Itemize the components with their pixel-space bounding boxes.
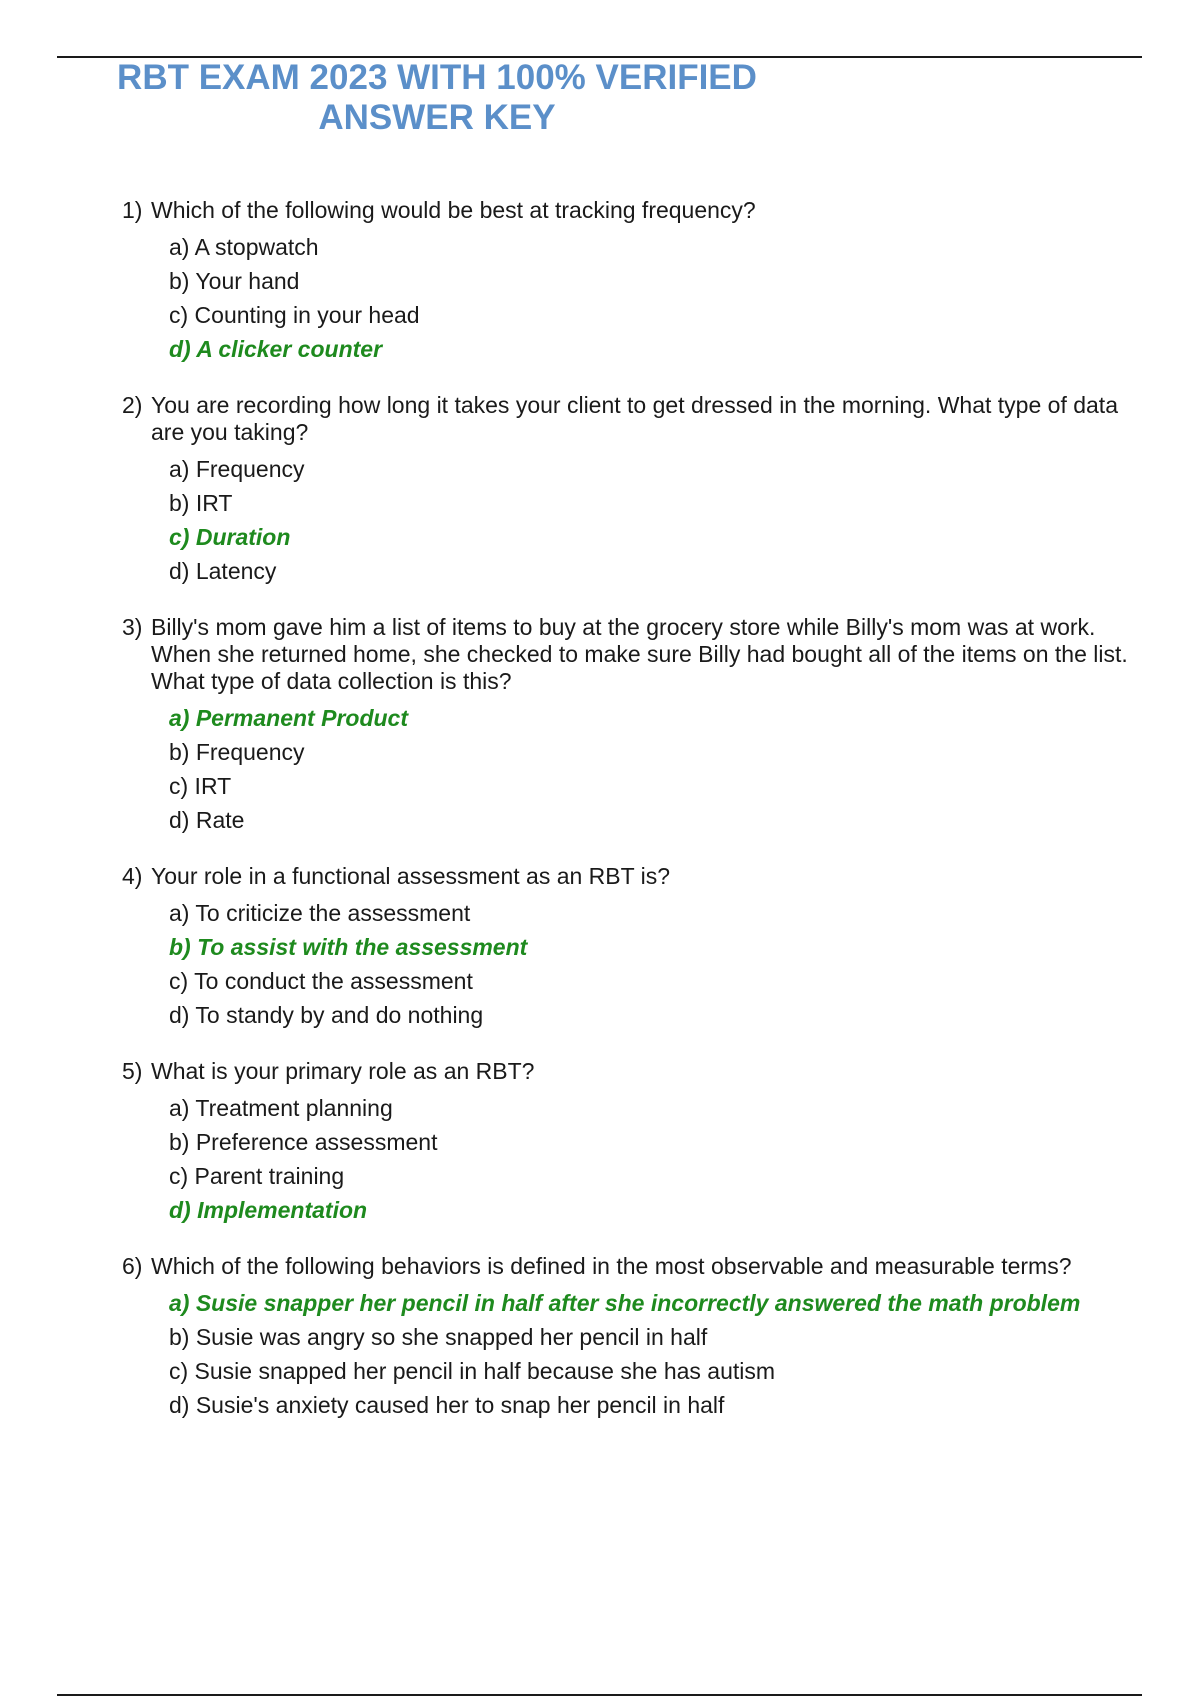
question-text: [122, 1253, 1142, 1280]
question-prompt: Your role in a functional assessment as an RBT is?: [151, 863, 671, 889]
answer-option: a) Treatment planning: [169, 1095, 393, 1121]
question-text: [122, 197, 1142, 224]
title-line-2: ANSWER KEY: [318, 98, 556, 137]
answer-option: b) Frequency: [169, 739, 305, 765]
question-prompt: You are recording how long it takes your client to get dressed in the morning. What type of data are you taking?: [151, 392, 1118, 445]
answer-option: d) Rate: [169, 807, 245, 833]
answer-option: b) Preference assessment: [169, 1129, 438, 1155]
answer-option: a) Frequency: [169, 456, 305, 482]
answer-options: [169, 1286, 1142, 1422]
question-text: [122, 614, 1142, 695]
question-prompt: Billy's mom gave him a list of items to buy at the grocery store while Billy's mom was at work. When she returned home, she checked to make sure Billy had bought all of the items on the list. What type of data collection is this?: [151, 614, 1128, 694]
question-4: [122, 863, 1142, 1032]
correct-answer-option: a) Permanent Product: [169, 705, 408, 731]
question-6: [122, 1253, 1142, 1422]
answer-option: d) Latency: [169, 558, 277, 584]
question-1: [122, 197, 1142, 366]
answer-option: c) Parent training: [169, 1163, 345, 1189]
answer-option: a) To criticize the assessment: [169, 900, 471, 926]
question-prompt: Which of the following would be best at tracking frequency?: [151, 197, 756, 223]
document-title: [107, 58, 767, 138]
question-number: 5): [122, 1058, 143, 1084]
question-2: [122, 392, 1142, 588]
question-number: 4): [122, 863, 143, 889]
bottom-rule: [57, 1694, 1142, 1696]
answer-options: [169, 1091, 1142, 1227]
question-text: [122, 392, 1142, 446]
answer-option: d) To standy by and do nothing: [169, 1002, 484, 1028]
answer-options: [169, 230, 1142, 366]
question-prompt: Which of the following behaviors is defined in the most observable and measurable terms?: [151, 1253, 1072, 1279]
question-number: 1): [122, 197, 143, 223]
answer-options: [169, 452, 1142, 588]
correct-answer-option: d) Implementation: [169, 1197, 368, 1223]
answer-option: b) Your hand: [169, 268, 300, 294]
question-number: 2): [122, 392, 143, 418]
answer-option: b) Susie was angry so she snapped her pencil in half: [169, 1324, 708, 1350]
question-5: [122, 1058, 1142, 1227]
title-line-1: RBT EXAM 2023 WITH 100% VERIFIED: [117, 58, 757, 97]
answer-options: [169, 896, 1142, 1032]
question-list: [122, 197, 1142, 1448]
answer-option: c) IRT: [169, 773, 232, 799]
correct-answer-option: a) Susie snapper her pencil in half after she incorrectly answered the math problem: [169, 1290, 1081, 1316]
correct-answer-option: b) To assist with the assessment: [169, 934, 528, 960]
question-text: [122, 863, 1142, 890]
answer-options: [169, 701, 1142, 837]
question-text: [122, 1058, 1142, 1085]
answer-option: c) Counting in your head: [169, 302, 420, 328]
correct-answer-option: c) Duration: [169, 524, 291, 550]
question-3: [122, 614, 1142, 837]
answer-option: c) Susie snapped her pencil in half because she has autism: [169, 1358, 776, 1384]
answer-option: b) IRT: [169, 490, 233, 516]
question-prompt: What is your primary role as an RBT?: [151, 1058, 535, 1084]
answer-option: d) Susie's anxiety caused her to snap her pencil in half: [169, 1392, 725, 1418]
question-number: 3): [122, 614, 143, 640]
answer-option: c) To conduct the assessment: [169, 968, 473, 994]
answer-option: a) A stopwatch: [169, 234, 319, 260]
correct-answer-option: d) A clicker counter: [169, 336, 383, 362]
question-number: 6): [122, 1253, 143, 1279]
